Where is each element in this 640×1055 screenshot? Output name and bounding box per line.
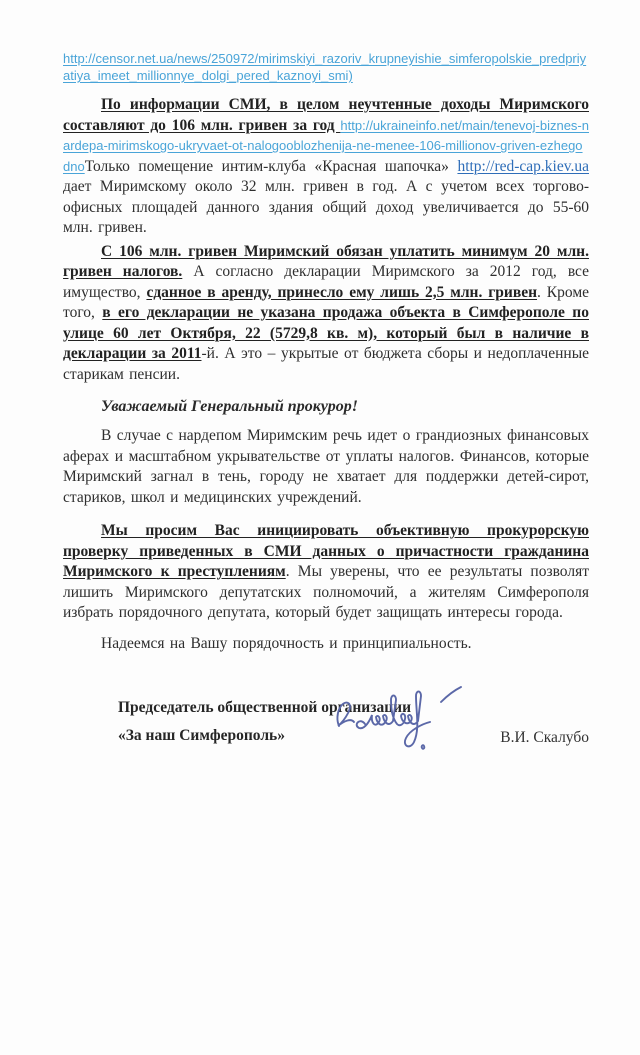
bold-request-inspection: Мы просим Вас инициировать объективную прокурорскую проверку приведенных в СМИ данных о причастности гражданина Миримского к преступлениям <box>63 522 589 580</box>
bold-claim-taxes: С 106 млн. гривен Миримский обязан уплатить минимум 20 млн. гривен налогов. <box>63 242 589 280</box>
signatory-title-line: Председатель общественной организации <box>118 699 411 716</box>
paragraph-unaccounted-income <box>63 95 589 239</box>
paragraph-request-inspection <box>63 521 589 624</box>
bold-claim-rent: сданное в аренду, принесло ему лишь 2,5 млн. гривен <box>146 283 538 301</box>
letter-content <box>63 50 589 750</box>
censor-news-link[interactable]: http://censor.net.ua/news/250972/mirimskiyi_razoriv_krupneyishie_simferopolskie_predpriyatiya_imeet_millionnye_dolgi_pered_kaznoyi_smi) <box>63 51 587 83</box>
bold-claim-sale-missing: в его декларации не указана продажа объекта в Симферополе по улице 60 лет Октября, 22 (5729,8 кв. м), который был в наличие в декларации за 2011 <box>63 304 589 362</box>
salutation-prosecutor: Уважаемый Генеральный прокурор! <box>101 398 358 415</box>
p2-text-pensions: -й. А это – укрытые от бюджета сборы и недоплаченные старикам пенсии. <box>63 345 589 383</box>
p2-text-declaration: А согласно декларации Миримского за 2012 год, все имущество, <box>63 263 589 301</box>
ukraineinfo-link[interactable]: http://ukraineinfo.net/main/tenevoj-biznes-nardepa-mirimskogo-ukryvaet-ot-nalogooblozhenija-ne-menee-106-millionov-griven-ezhegodno <box>63 117 589 174</box>
paragraph-taxes-declaration <box>63 242 589 386</box>
signatory-org-name-line: «За наш Симферополь» <box>118 727 285 744</box>
paragraph-financial-fraud: В случае с нардепом Миримским речь идет о грандиозных финансовых аферах и масштабном укрывательстве от уплаты налогов. Финансов, которые Миримский загнал в тень, городу не хватает для поддержки детей-сирот, стариков, школ и медицинских учреждений. <box>63 427 589 506</box>
signature-block <box>63 694 589 750</box>
p1-text-club: Только помещение интим-клуба «Красная шапочка» <box>84 157 458 175</box>
signatory-name: В.И. Скалубо <box>500 729 589 746</box>
signatory-organization <box>63 694 411 750</box>
p2-text-krome: . Кроме того, <box>63 283 590 321</box>
p1-text-income-detail: дает Миримскому около 32 млн. гривен в год. А с учетом всех торгово-офисных площадей данного здания общий доход увеличивается до 55-60 млн. гривен. <box>63 178 589 236</box>
bold-claim-income: По информации СМИ, в целом неучтенные доходы Миримского составляют до 106 млн. гривен за год <box>63 96 589 134</box>
p4-text-confidence: . Мы уверены, что ее результаты позволят лишить Миримского депутатских полномочий, а жителям Симферополя избрать порядочного депутата, который будет защищать интересы города. <box>63 563 589 621</box>
red-cap-link[interactable]: http://red-cap.kiev.ua <box>457 157 589 175</box>
source-link-block <box>63 50 589 84</box>
paragraph-closing-hope: Надеемся на Вашу порядочность и принципиальность. <box>101 634 472 652</box>
